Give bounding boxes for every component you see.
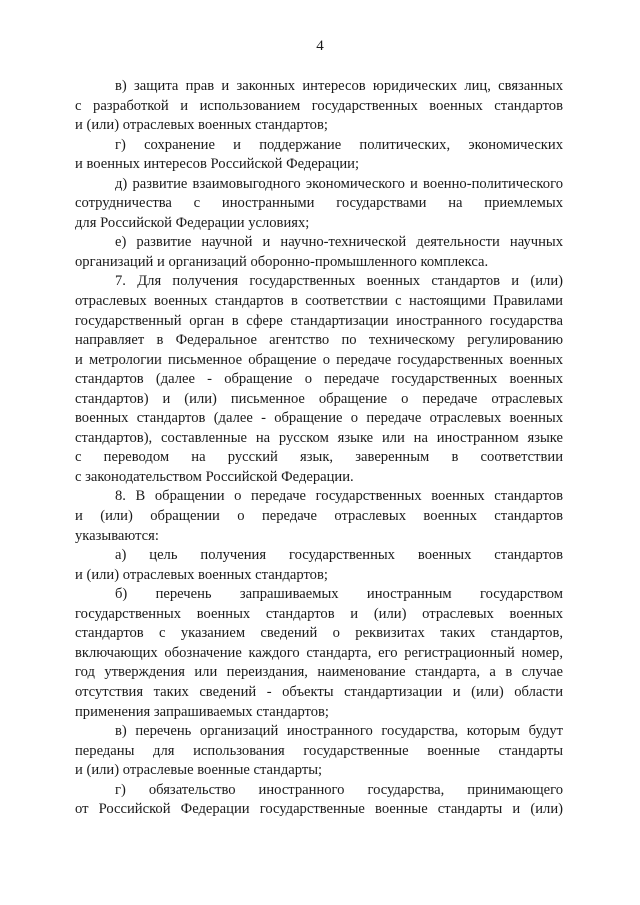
paragraph-v-organizations: [75, 722, 563, 781]
paragraph-e-science: [75, 233, 563, 272]
paragraph-v-protection: [75, 77, 563, 136]
text-line: е) развитие научной и научно-технической деятельности научных: [115, 234, 563, 251]
text-line: для Российской Федерации условиях;: [75, 214, 310, 231]
paragraph-g-obligation: [75, 781, 563, 820]
text-line: государственных военных стандартов и (или) отраслевых военных: [75, 605, 563, 622]
text-line: применения запрашиваемых стандартов;: [75, 703, 329, 720]
paragraph-item-7: [75, 272, 563, 487]
text-line: г) сохранение и поддержание политических, экономических: [115, 136, 563, 153]
paragraph-b-list: [75, 585, 563, 722]
text-line: и (или) отраслевых военных стандартов;: [75, 117, 328, 134]
text-line: г) обязательство иностранного государства, принимающего: [115, 781, 563, 798]
text-line: и метрологии письменное обращение о передаче государственных военных: [75, 351, 563, 368]
text-line: военных стандартов (далее - обращение о передаче отраслевых военных: [75, 410, 563, 427]
text-line: с законодательством Российской Федерации.: [75, 468, 354, 485]
paragraph-g-preservation: [75, 136, 563, 175]
text-line: с разработкой и использованием государственных военных стандартов: [75, 97, 563, 114]
text-line: переданы для использования государственные военные стандарты: [75, 742, 563, 759]
text-line: отраслевых военных стандартов в соответствии с настоящими Правилами: [75, 293, 563, 310]
text-line: и военных интересов Российской Федерации;: [75, 156, 360, 173]
paragraph-item-8: [75, 487, 563, 546]
document-body: [75, 77, 563, 820]
text-line: отсутствия таких сведений - объекты стандартизации и (или) области: [75, 683, 563, 700]
text-line: указываются:: [75, 527, 159, 544]
text-line: б) перечень запрашиваемых иностранным государством: [115, 586, 563, 603]
text-line: стандартов), составленные на русском языке или на иностранном языке: [75, 429, 563, 446]
paragraph-d-development: [75, 175, 563, 234]
page-number: 4: [316, 38, 324, 54]
text-line: государственный орган в сфере стандартизации иностранного государства: [75, 312, 563, 329]
text-line: стандартов с указанием сведений о реквизитах таких стандартов,: [75, 625, 563, 642]
paragraph-a-purpose: [75, 546, 563, 585]
text-line: сотрудничества с иностранными государствами на приемлемых: [75, 195, 563, 212]
text-line: 7. Для получения государственных военных стандартов и (или): [115, 273, 563, 290]
text-line: в) защита прав и законных интересов юридических лиц, связанных: [115, 78, 563, 94]
text-line: с переводом на русский язык, заверенным в соответствии: [75, 449, 563, 466]
text-line: 8. В обращении о передаче государственных военных стандартов: [115, 488, 563, 505]
text-line: стандартов (далее - обращение о передаче государственных военных: [75, 371, 563, 388]
text-line: направляет в Федеральное агентство по техническому регулированию: [75, 332, 563, 349]
text-line: включающих обозначение каждого стандарта, его регистрационный номер,: [75, 644, 563, 661]
text-line: и (или) обращении о передаче отраслевых военных стандартов: [75, 508, 563, 525]
text-line: организаций и организаций оборонно-промышленного комплекса.: [75, 253, 489, 270]
text-line: д) развитие взаимовыгодного экономического и военно-политического: [115, 175, 563, 192]
text-line: год утверждения или переиздания, наименование стандарта, а в случае: [75, 664, 563, 681]
text-line: и (или) отраслевых военных стандартов;: [75, 566, 328, 583]
text-line: стандартов) и (или) письменное обращение о передаче отраслевых: [75, 390, 563, 407]
text-line: и (или) отраслевые военные стандарты;: [75, 762, 323, 779]
text-line: от Российской Федерации государственные военные стандарты и (или): [75, 801, 563, 818]
text-line: в) перечень организаций иностранного государства, которым будут: [115, 723, 563, 740]
text-line: а) цель получения государственных военных стандартов: [115, 547, 563, 564]
